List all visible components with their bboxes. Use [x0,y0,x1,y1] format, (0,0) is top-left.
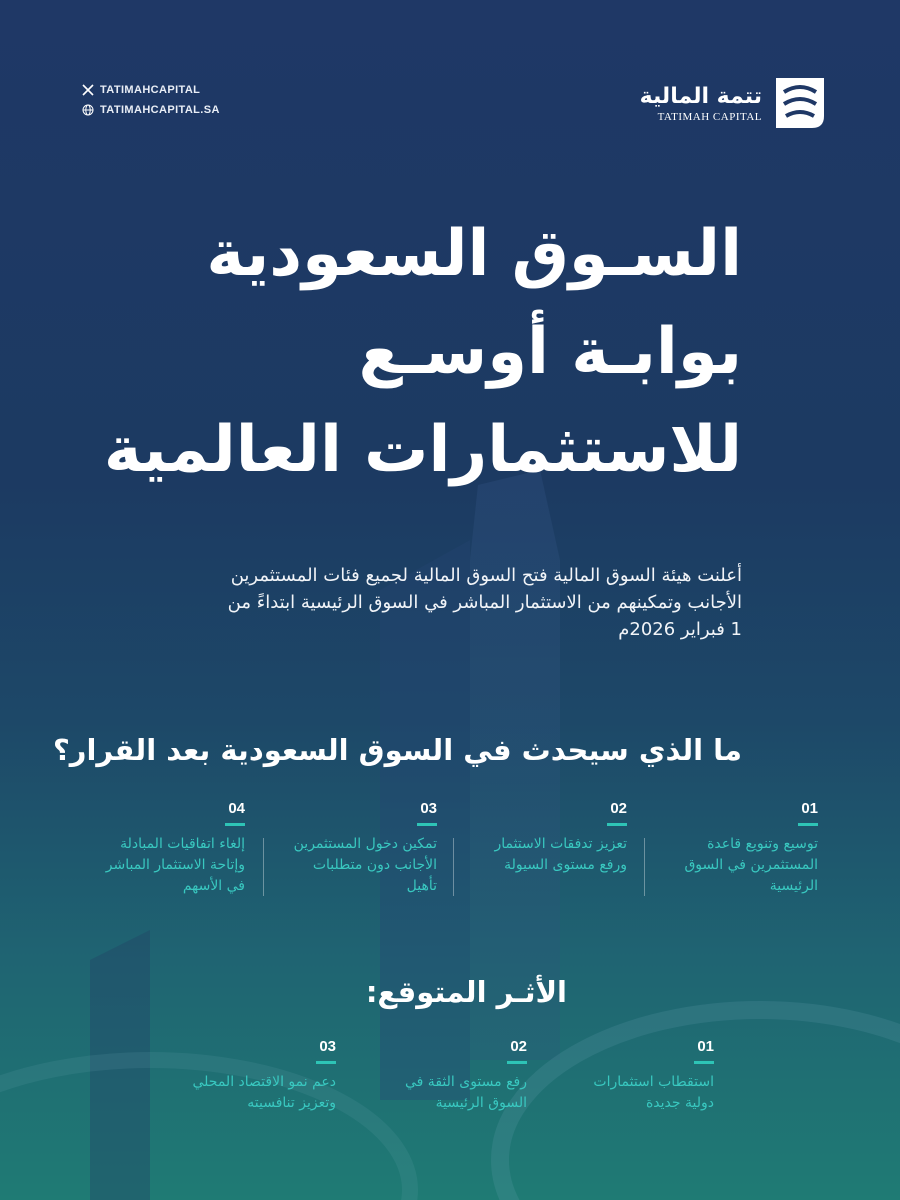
accent-bar [225,823,245,826]
intro-line-3: 1 فبراير 2026م [618,619,742,640]
item-line: المستثمرين في السوق [684,857,818,873]
item-line: دعم نمو الاقتصاد المحلي [192,1074,336,1090]
accent-bar [417,823,437,826]
question-title: ما الذي سيحدث في السوق السعودية بعد القرار؟ [52,733,742,767]
question-item-4 [106,800,245,897]
accent-bar [798,823,818,826]
accent-bar [507,1061,527,1064]
item-line: تأهيل [406,878,437,894]
headline-line-1: السـوق السعودية [206,217,742,291]
item-line: وإتاحة الاستثمار المباشر [105,857,245,873]
question-item-1 [684,800,818,897]
item-number: 03 [319,1038,336,1055]
item-line: وتعزيز تنافسيته [247,1095,336,1111]
item-number: 01 [697,1038,714,1055]
x-handle: TATIMAHCAPITAL [100,84,201,96]
item-line: رفع مستوى الثقة في [405,1074,527,1090]
logo-mark-icon [770,72,830,134]
intro-line-1: أعلنت هيئة السوق المالية فتح السوق المالية لجميع فئات المستثمرين [230,565,742,586]
item-line: استقطاب استثمارات [593,1074,714,1090]
item-line: ورفع مستوى السيولة [504,857,627,873]
column-divider [644,838,645,896]
item-line: تمكين دخول المستثمرين [293,836,437,852]
headline-line-3: للاستثمارات العالمية [103,413,742,487]
headline-line-2: بوابـة أوسـع [358,315,742,389]
impact-item-2 [405,1038,527,1114]
column-divider [453,838,454,896]
headline [104,205,742,499]
item-line: إلغاء اتفاقيات المبادلة [120,836,245,852]
logo-arabic-name: تتمة المالية [639,84,762,109]
item-number: 03 [420,800,437,817]
logo-english-name: TATIMAH CAPITAL [657,111,762,123]
item-number: 04 [228,800,245,817]
website-url: TATIMAHCAPITAL.SA [100,104,220,116]
item-line: تعزيز تدفقات الاستثمار [494,836,627,852]
item-line: الرئيسية [769,878,818,894]
x-handle-row[interactable] [82,80,220,100]
item-number: 01 [801,800,818,817]
item-number: 02 [510,1038,527,1055]
item-number: 02 [610,800,627,817]
globe-icon [82,104,94,116]
website-row[interactable] [82,100,220,120]
brand-logo [640,72,830,134]
item-line: الأجانب دون متطلبات [312,857,437,873]
x-logo-icon [82,84,94,96]
intro-line-2: الأجانب وتمكينهم من الاستثمار المباشر في السوق الرئيسية ابتداءً من [227,592,742,613]
impact-item-1 [593,1038,714,1114]
item-line: السوق الرئيسية [435,1095,527,1111]
accent-bar [607,823,627,826]
impact-title: الأثـر المتوقع: [365,975,567,1009]
column-divider [263,838,264,896]
question-items [0,800,900,920]
intro-paragraph [142,562,742,643]
question-item-2 [494,800,627,876]
accent-bar [694,1061,714,1064]
question-item-3 [294,800,437,897]
impact-item-3 [193,1038,337,1114]
item-line: توسيع وتنويع قاعدة [707,836,818,852]
accent-bar [316,1061,336,1064]
item-line: في الأسهم [182,878,245,894]
item-line: دولية جديدة [645,1095,714,1111]
social-links [82,80,220,120]
